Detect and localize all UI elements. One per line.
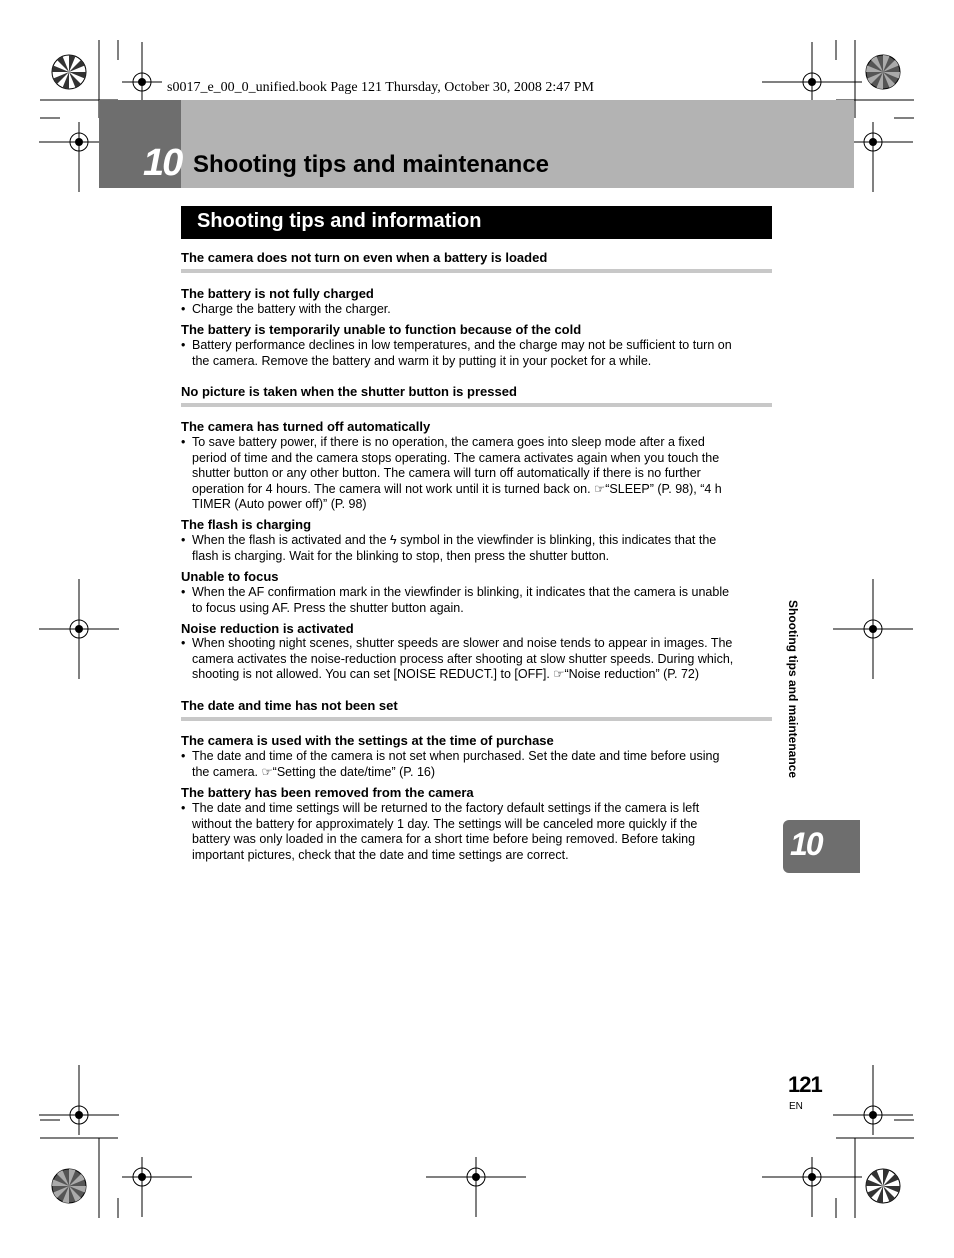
chapter-title: Shooting tips and maintenance — [193, 151, 550, 178]
problem-rule — [181, 269, 772, 273]
side-chapter-label: Shooting tips and maintenance — [786, 600, 800, 779]
side-chapter-tab-number: 10 — [790, 826, 822, 862]
file-header: s0017_e_00_0_unified.book Page 121 Thursday, October 30, 2008 2:47 PM — [167, 80, 594, 95]
chapter-number: 10 — [143, 142, 182, 184]
problem-heading: The date and time has not been set — [181, 698, 398, 713]
cause-heading: Noise reduction is activated — [181, 621, 354, 636]
problem-rule — [181, 403, 772, 407]
page-language: EN — [789, 1101, 803, 1112]
cause-heading: The battery is temporarily unable to function because of the cold — [181, 322, 582, 337]
problem-rule — [181, 717, 772, 721]
cause-heading: The flash is charging — [181, 517, 312, 532]
problem-heading: The camera does not turn on even when a battery is loaded — [181, 250, 548, 265]
cause-heading: The battery has been removed from the camera — [181, 785, 474, 800]
cause-heading: Unable to focus — [181, 569, 279, 584]
page-number: 121 — [788, 1072, 822, 1097]
section-title: Shooting tips and information — [197, 210, 482, 232]
cause-heading: The camera has turned off automatically — [181, 419, 431, 434]
cause-heading: The camera is used with the settings at the time of purchase — [181, 733, 554, 748]
problem-heading: No picture is taken when the shutter button is pressed — [181, 384, 517, 399]
cause-heading: The battery is not fully charged — [181, 286, 374, 301]
